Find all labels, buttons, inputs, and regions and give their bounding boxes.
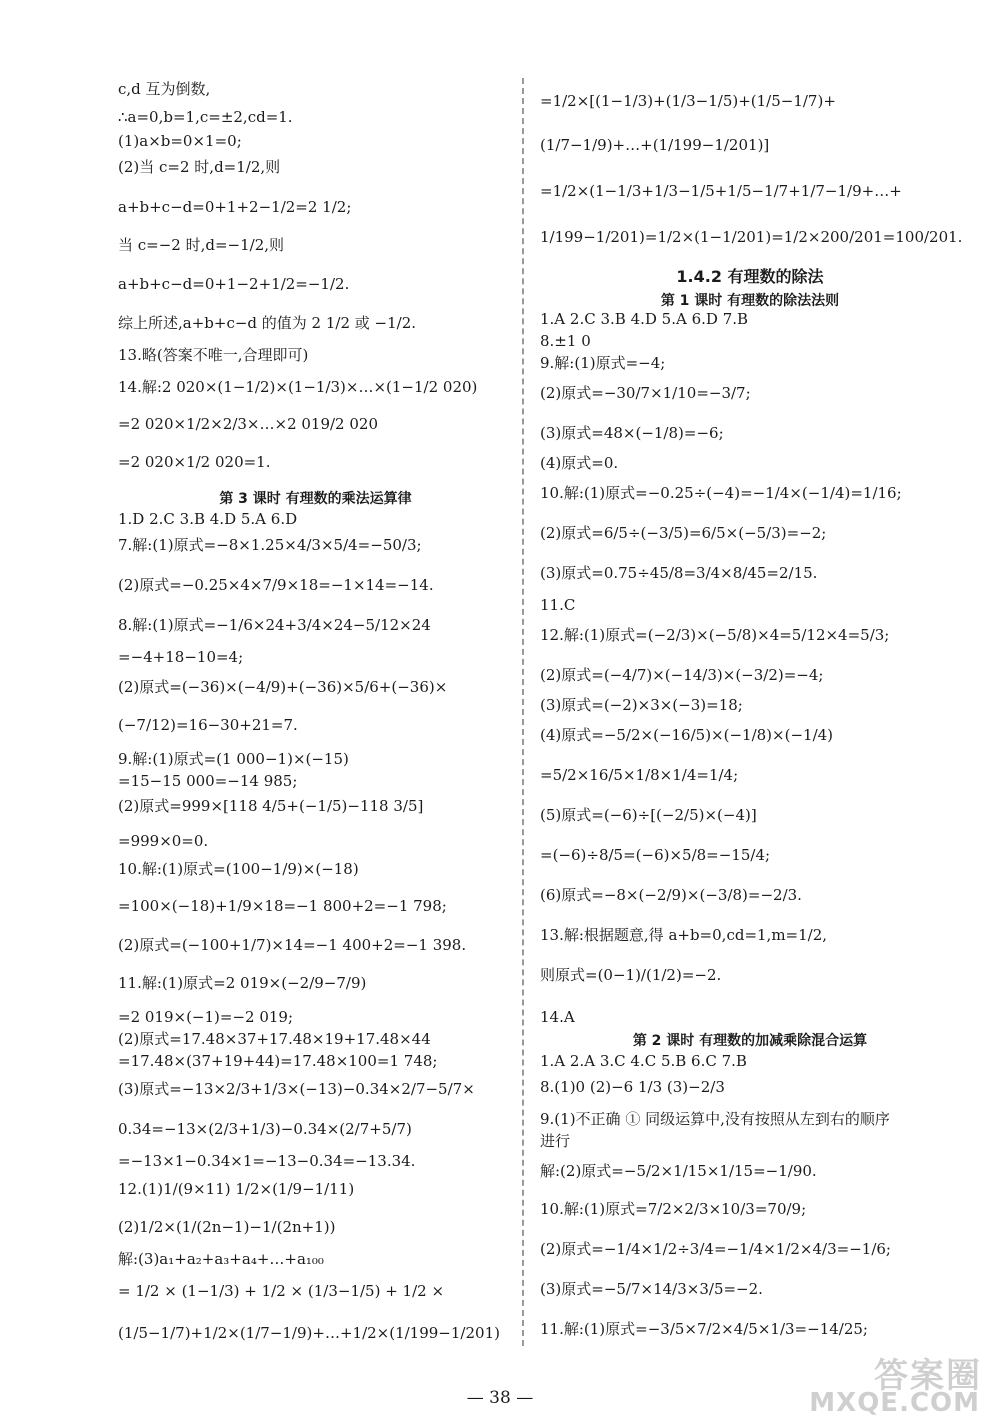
- text-line: (2)原式=(−100+1/7)×14=−1 400+2=−1 398.: [118, 936, 467, 954]
- text-line: 当 c=−2 时,d=−1/2,则: [118, 236, 285, 254]
- text-line: (2)原式=17.48×37+17.48×19+17.48×44: [118, 1030, 431, 1048]
- text-line: 9.(1)不正确 ① 同级运算中,没有按照从左到右的顺序: [540, 1110, 890, 1128]
- text-line: (3)原式=0.75÷45/8=3/4×8/45=2/15.: [540, 564, 818, 582]
- text-line: 13.略(答案不唯一,合理即可): [118, 346, 309, 364]
- text-line: =17.48×(37+19+44)=17.48×100=1 748;: [118, 1052, 438, 1070]
- text-line: 1.D 2.C 3.B 4.D 5.A 6.D: [118, 510, 298, 528]
- text-line: =100×(−18)+1/9×18=−1 800+2=−1 798;: [118, 897, 447, 915]
- text-line: =2 020×1/2 020=1.: [118, 453, 271, 471]
- text-line: =(−6)÷8/5=(−6)×5/8=−15/4;: [540, 846, 771, 864]
- text-line: (6)原式=−8×(−2/9)×(−3/8)=−2/3.: [540, 886, 802, 904]
- text-line: (3)原式=48×(−1/8)=−6;: [540, 424, 724, 442]
- text-line: =5/2×16/5×1/8×1/4=1/4;: [540, 766, 739, 784]
- text-line: =1/2×[(1−1/3)+(1/3−1/5)+(1/5−1/7)+: [540, 92, 836, 110]
- text-line: 12.(1)1/(9×11) 1/2×(1/9−1/11): [118, 1180, 355, 1198]
- text-line: (2)原式=−0.25×4×7/9×18=−1×14=−14.: [118, 576, 434, 594]
- text-line: 解:(2)原式=−5/2×1/15×1/15=−1/90.: [540, 1162, 817, 1180]
- section-heading: 1.4.2 有理数的除法: [676, 267, 824, 286]
- text-line: a+b+c−d=0+1−2+1/2=−1/2.: [118, 275, 350, 293]
- text-line: 7.解:(1)原式=−8×1.25×4/3×5/4=−50/3;: [118, 536, 422, 554]
- text-line: 8.(1)0 (2)−6 1/3 (3)−2/3: [540, 1078, 725, 1096]
- text-line: (3)原式=−13×2/3+1/3×(−13)−0.34×2/7−5/7×: [118, 1080, 475, 1098]
- text-line: c,d 互为倒数,: [118, 80, 211, 98]
- text-line: (1/7−1/9)+…+(1/199−1/201)]: [540, 136, 770, 154]
- text-line: =999×0=0.: [118, 832, 209, 850]
- text-line: 8.±1 0: [540, 332, 591, 350]
- text-line: (1)a×b=0×1=0;: [118, 132, 242, 150]
- text-line: a+b+c−d=0+1+2−1/2=2 1/2;: [118, 198, 352, 216]
- text-line: =2 019×(−1)=−2 019;: [118, 1008, 294, 1026]
- section-heading: 第 1 课时 有理数的除法法则: [660, 293, 840, 309]
- text-line: 0.34=−13×(2/3+1/3)−0.34×(2/7+5/7): [118, 1120, 412, 1138]
- text-line: 9.解:(1)原式=−4;: [540, 354, 666, 372]
- text-line: 8.解:(1)原式=−1/6×24+3/4×24−5/12×24: [118, 616, 431, 634]
- text-line: 1/199−1/201)=1/2×(1−1/201)=1/2×200/201=100/201.: [540, 228, 963, 246]
- text-line: 10.解:(1)原式=7/2×2/3×10/3=70/9;: [540, 1200, 807, 1218]
- text-line: 进行: [540, 1132, 571, 1150]
- text-line: 11.解:(1)原式=−3/5×7/2×4/5×1/3=−14/25;: [540, 1320, 868, 1338]
- column-divider: [522, 78, 524, 1346]
- text-line: (4)原式=0.: [540, 454, 619, 472]
- text-line: (3)原式=(−2)×3×(−3)=18;: [540, 696, 743, 714]
- text-line: (3)原式=−5/7×14/3×3/5=−2.: [540, 1280, 763, 1298]
- watermark-logo: [809, 1348, 990, 1418]
- text-line: 14.解:2 020×(1−1/2)×(1−1/3)×…×(1−1/2 020): [118, 378, 478, 396]
- text-line: 解:(3)a₁+a₂+a₃+a₄+…+a₁₀₀: [118, 1250, 324, 1268]
- text-line: ∴a=0,b=1,c=±2,cd=1.: [118, 108, 293, 126]
- text-line: = 1/2 × (1−1/3) + 1/2 × (1/3−1/5) + 1/2 ×: [118, 1282, 445, 1300]
- text-line: (2)原式=(−4/7)×(−14/3)×(−3/2)=−4;: [540, 666, 824, 684]
- text-line: (1/5−1/7)+1/2×(1/7−1/9)+…+1/2×(1/199−1/201): [118, 1324, 500, 1342]
- text-line: 9.解:(1)原式=(1 000−1)×(−15): [118, 750, 349, 768]
- text-line: 10.解:(1)原式=(100−1/9)×(−18): [118, 860, 359, 878]
- page-number: — 38 —: [466, 1388, 534, 1408]
- watermark-text-en: MXQE.COM: [809, 1388, 980, 1418]
- text-line: 综上所述,a+b+c−d 的值为 2 1/2 或 −1/2.: [118, 314, 417, 332]
- text-line: 11.C: [540, 596, 576, 614]
- text-line: (5)原式=(−6)÷[(−2/5)×(−4)]: [540, 806, 757, 824]
- text-line: (2)当 c=2 时,d=1/2,则: [118, 158, 281, 176]
- text-line: (2)原式=(−36)×(−4/9)+(−36)×5/6+(−36)×: [118, 678, 448, 696]
- text-line: 14.A: [540, 1008, 575, 1026]
- text-line: 11.解:(1)原式=2 019×(−2/9−7/9): [118, 974, 367, 992]
- watermark-text-cn: 答案圈: [874, 1356, 982, 1396]
- text-line: =15−15 000=−14 985;: [118, 772, 298, 790]
- text-line: 10.解:(1)原式=−0.25÷(−4)=−1/4×(−1/4)=1/16;: [540, 484, 902, 502]
- section-heading: 第 3 课时 有理数的乘法运算律: [219, 491, 412, 507]
- section-heading: 第 2 课时 有理数的加减乘除混合运算: [632, 1033, 868, 1049]
- text-line: 1.A 2.C 3.B 4.D 5.A 6.D 7.B: [540, 310, 749, 328]
- text-line: =1/2×(1−1/3+1/3−1/5+1/5−1/7+1/7−1/9+…+: [540, 182, 902, 200]
- text-line: (4)原式=−5/2×(−16/5)×(−1/8)×(−1/4): [540, 726, 834, 744]
- text-line: 12.解:(1)原式=(−2/3)×(−5/8)×4=5/12×4=5/3;: [540, 626, 890, 644]
- text-line: (2)原式=−30/7×1/10=−3/7;: [540, 384, 751, 402]
- text-line: (−7/12)=16−30+21=7.: [118, 716, 298, 734]
- text-line: 1.A 2.A 3.C 4.C 5.B 6.C 7.B: [540, 1052, 747, 1070]
- text-line: (2)1/2×(1/(2n−1)−1/(2n+1)): [118, 1218, 336, 1236]
- text-line: (2)原式=999×[118 4/5+(−1/5)−118 3/5]: [118, 797, 424, 815]
- text-line: =−13×1−0.34×1=−13−0.34=−13.34.: [118, 1152, 416, 1170]
- text-line: =−4+18−10=4;: [118, 648, 244, 666]
- text-line: 13.解:根据题意,得 a+b=0,cd=1,m=1/2,: [540, 926, 828, 944]
- text-line: 则原式=(0−1)/(1/2)=−2.: [540, 966, 722, 984]
- text-line: (2)原式=6/5÷(−3/5)=6/5×(−5/3)=−2;: [540, 524, 827, 542]
- text-line: =2 020×1/2×2/3×…×2 019/2 020: [118, 415, 379, 433]
- text-line: (2)原式=−1/4×1/2÷3/4=−1/4×1/2×4/3=−1/6;: [540, 1240, 891, 1258]
